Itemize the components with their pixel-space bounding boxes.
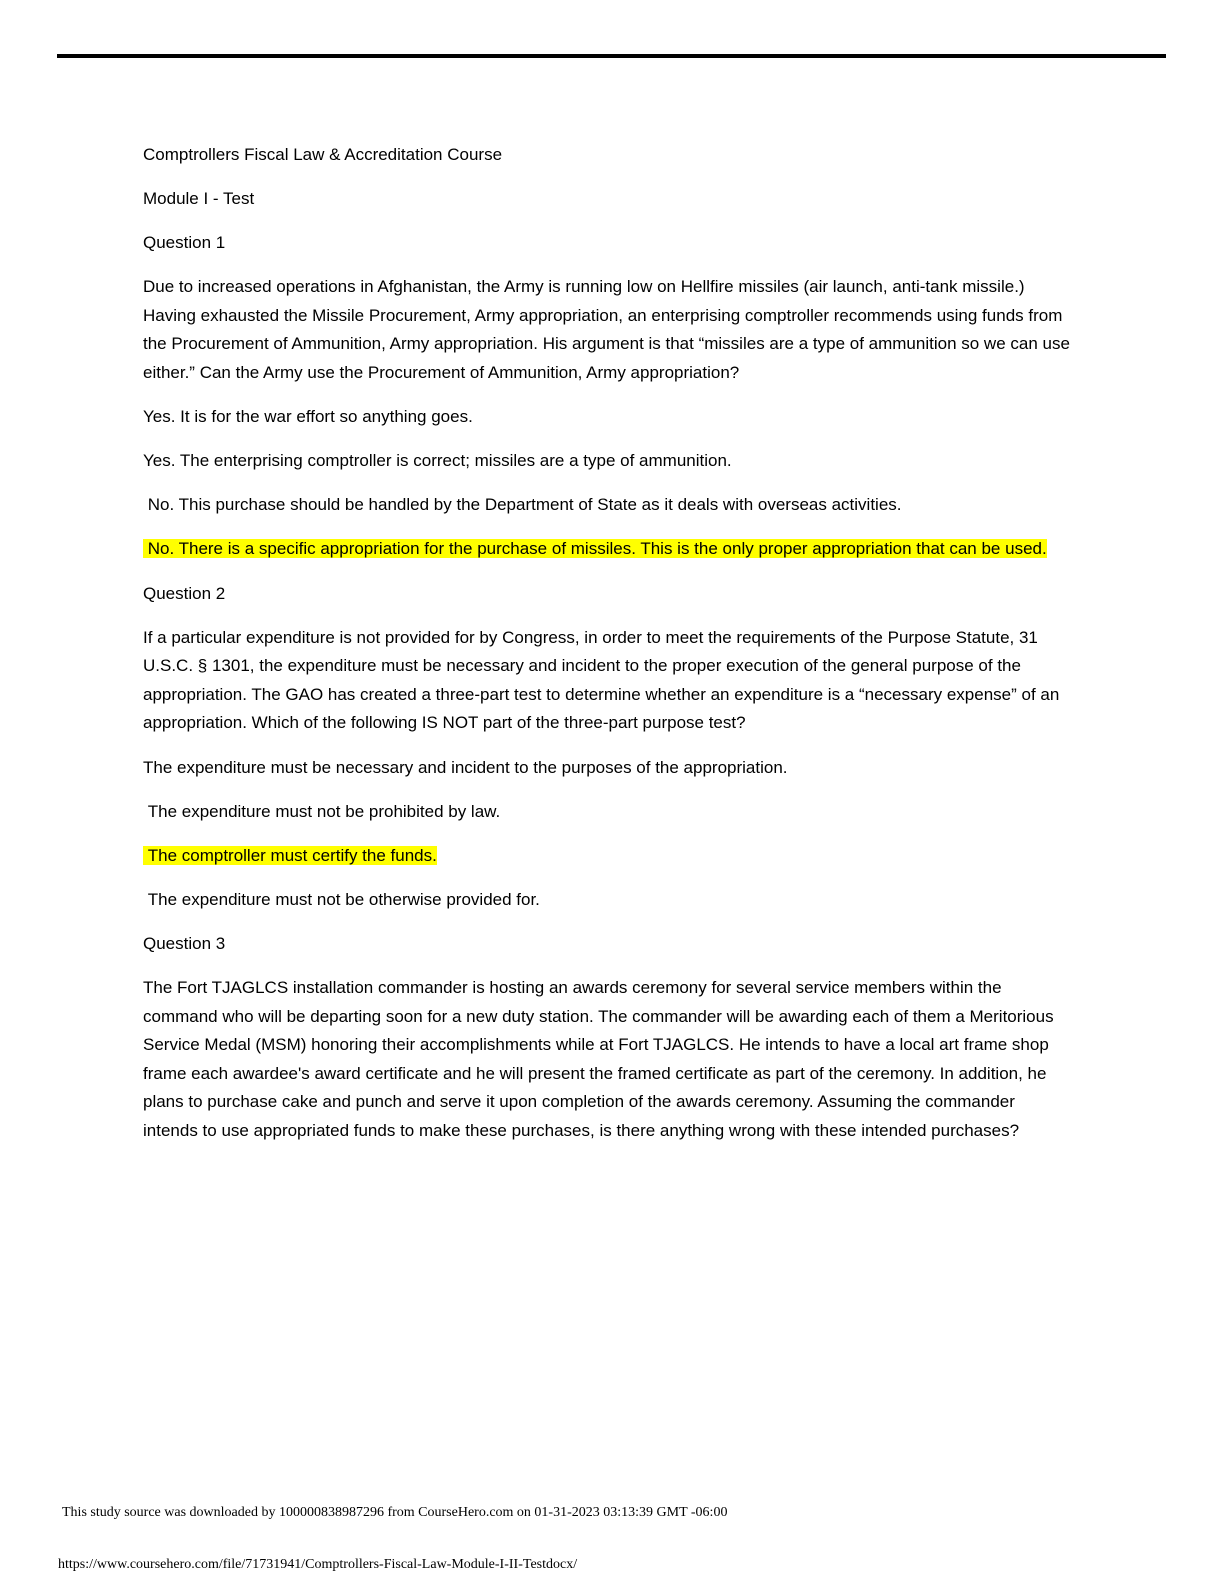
document-body [143,141,1075,1161]
question-2-label: Question 2 [143,583,226,603]
question-2-answer-3 [143,842,1071,871]
question-2-answer-2: The expenditure must not be prohibited by law. [143,801,501,821]
question-1-label: Question 1 [143,233,226,253]
question-2-body: If a particular expenditure is not provided for by Congress, in order to meet the requirements of the Purpose Statute, 31 U.S.C. § 1301, the expenditure must be necessary and incident to the proper execution of the general purpose of the appropriation. The GAO has created a three-part test to determine whether an expenditure is a “necessary expense” of an appropriation. Which of the following IS NOT part of the three-part purpose test? [143,627,1065,733]
question-2-answer-1: The expenditure must be necessary and incident to the purposes of the appropriation. [143,757,788,777]
question-1-answer-2: Yes. The enterprising comptroller is correct; missiles are a type of ammunition. [143,451,732,471]
doc-title: Comptrollers Fiscal Law & Accreditation Course [143,145,503,164]
footer-source-url: https://www.coursehero.com/file/71731941/Comptrollers-Fiscal-Law-Module-I-II-Testdocx/ [58,1557,578,1572]
question-1-answer-4 [143,535,1071,564]
doc-subtitle: Module I - Test [143,189,255,209]
question-3-body: The Fort TJAGLCS installation commander is hosting an awards ceremony for several service members within the command who will be departing soon for a new duty station. The commander will be awarding each of them a Meritorious Service Medal (MSM) honoring their accomplishments while at Fort TJAGLCS. He intends to have a local art frame shop frame each awardee's award certificate and he will present the framed certificate as part of the ceremony. In addition, he plans to purchase cake and punch and serve it upon completion of the awards ceremony. Assuming the commander intends to use appropriated funds to make these purchases, is there anything wrong with these intended purchases? [143,977,1059,1140]
question-1-body: Due to increased operations in Afghanistan, the Army is running low on Hellfire missiles (air launch, anti-tank missile.) Having exhausted the Missile Procurement, Army appropriation, an enterprising comptroller recommends using funds from the Procurement of Ammunition, Army appropriation. His argument is that “missiles are a type of ammunition so we can use either.” Can the Army use the Procurement of Ammunition, Army appropriation? [143,277,1075,383]
question-2-answer-4: The expenditure must not be otherwise provided for. [143,889,540,909]
question-1-answer-3: No. This purchase should be handled by the Department of State as it deals with overseas activities. [143,495,902,515]
question-1-answer-1: Yes. It is for the war effort so anything goes. [143,407,473,427]
footer-download-notice: This study source was downloaded by 100000838987296 from CourseHero.com on 01-31-2023 03:13:39 GMT -06:00 [62,1505,728,1520]
question-3-label: Question 3 [143,933,226,953]
header-divider [57,54,1166,58]
highlighted-answer: No. There is a specific appropriation for the purchase of missiles. This is the only proper appropriation that can be used. [143,539,1047,559]
highlighted-answer: The comptroller must certify the funds. [143,845,437,865]
